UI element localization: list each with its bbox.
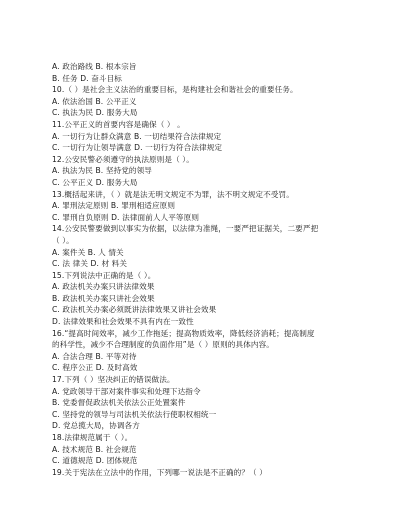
answer-option-line: A. 罪刑法定原则 B. 罪刑相适应原则 xyxy=(52,201,176,211)
question-line: 12.公安民警必须遵守的执法原则是（ ）。 xyxy=(52,154,194,164)
answer-option-line: D. 法律效果和社会效果不具有内在一致性 xyxy=(52,317,194,327)
answer-option-line: A. 一切行为让群众满意 B. 一切结果符合法律规定 xyxy=(52,131,222,141)
answer-option-line: B. 任务 D. 奋斗目标 xyxy=(52,73,122,83)
question-line: 10.（ ）是社会主义法治的重要目标，是构建社会和谐社会的重要任务。 xyxy=(52,85,298,95)
answer-option-line: A. 技术规范 B. 社会规范 xyxy=(52,444,137,454)
question-text-block xyxy=(52,61,392,478)
answer-option-line: A. 政法机关办案只讲法律效果 xyxy=(52,282,155,292)
answer-option-line: A. 依法治国 B. 公平正义 xyxy=(52,96,137,106)
question-line: 14.公安民警要做到以事实为依据，以法律为准绳，一要严把证据关，二要严把 xyxy=(52,224,319,234)
answer-option-line: C. 法 律关 D. 材 料关 xyxy=(52,259,128,269)
question-line: 17.下列（ ）坚决纠正的错误做法。 xyxy=(52,375,175,385)
question-line: 16.“提高时间效率，减少工作拖延；提高物质效率，降低经济消耗；提高制度 xyxy=(52,328,315,338)
answer-option-line: A. 党政领导干部对案件事实和处理下达指令 xyxy=(52,386,201,396)
answer-option-line: C. 一切行为让领导满意 D. 一切行为符合法律规定 xyxy=(52,143,223,153)
question-line: 13.概括起来讲，（ ）就是法无明文规定不为罪，法不明文规定不受罚。 xyxy=(52,189,294,199)
question-line: 18.法律规范属于（ ）。 xyxy=(52,433,133,442)
answer-option-line: A. 执法为民 B. 坚持党的领导 xyxy=(52,166,152,176)
answer-option-line: A. 政治路线 B. 根本宗旨 xyxy=(52,62,137,71)
answer-option-line: A. 合法合理 B. 平等对待 xyxy=(52,351,137,361)
answer-option-line: A. 案件关 B. 人 情关 xyxy=(52,247,124,257)
answer-option-line: C. 坚持党的领导与司法机关依法行使职权相统一 xyxy=(52,409,217,419)
answer-option-line: C. 政法机关办案必须既讲法律效果又讲社会效果 xyxy=(52,305,217,315)
answer-option-line: B. 政法机关办案只讲社会效果 xyxy=(52,293,155,303)
question-line: 11.公平正义的首要内容是确保（ ） 。 xyxy=(52,119,185,129)
question-line: 15.下列说法中正确的是（ ）。 xyxy=(52,270,156,280)
answer-option-line: B. 党委督促政法机关依法公正处置案件 xyxy=(52,398,186,408)
answer-option-line: C. 执法为民 D. 服务大局 xyxy=(52,108,138,118)
answer-option-line: C. 公平正义 D. 服务大局 xyxy=(52,177,138,187)
answer-option-line: C. 道德规范 D. 团体规范 xyxy=(52,456,138,466)
question-line-continued: 的科学性，减少不合理制度的负面作用”是（ ）原则的具体内容。 xyxy=(52,340,274,350)
answer-option-line: C. 罪刑自负原则 D. 法律面前人人平等原则 xyxy=(52,212,200,222)
question-line: 19.关于宪法在立法中的作用，下列哪一说法是不正确的？（ ） xyxy=(52,467,267,477)
answer-option-line: D. 党总揽大局，协调各方 xyxy=(52,421,140,431)
question-line-continued: （ ）。 xyxy=(52,235,74,245)
answer-option-line: C. 程序公正 D. 及时高效 xyxy=(52,363,138,373)
